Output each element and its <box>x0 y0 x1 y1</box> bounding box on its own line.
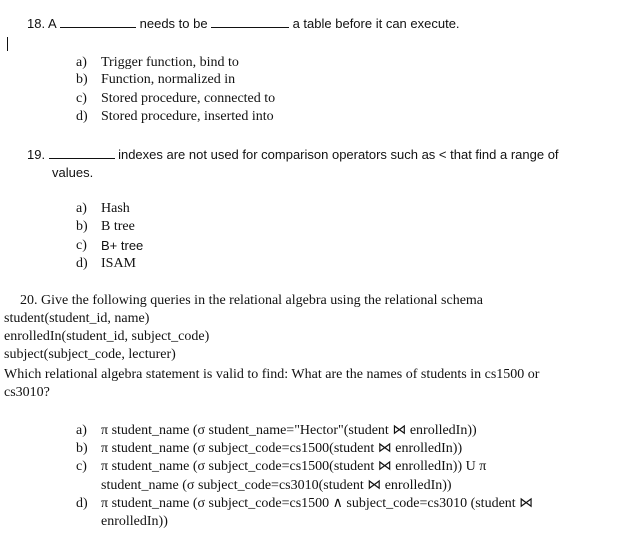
question-18 <box>27 16 460 33</box>
text-cursor <box>7 37 8 51</box>
q19-text: indexes are not used for comparison operators such as < that find a range of <box>118 147 559 162</box>
q18-number: 18. A <box>27 16 57 31</box>
option-text: Stored procedure, connected to <box>101 91 276 106</box>
option-text: Trigger function, bind to <box>101 55 239 70</box>
option-letter: b) <box>76 219 88 234</box>
question-19 <box>27 147 559 164</box>
schema-student: student(student_id, name) <box>4 311 150 326</box>
option-text-line-1: π student_name (σ subject_code=cs1500 ∧ subject_code=cs3010 (student ⋈ <box>101 496 534 511</box>
schema-enrolledin: enrolledIn(student_id, subject_code) <box>4 329 210 344</box>
option-text: Hash <box>101 201 130 216</box>
option-letter: a) <box>76 423 87 438</box>
option-letter: d) <box>76 109 88 124</box>
q19-blank <box>49 147 115 159</box>
option-text: B tree <box>101 219 135 234</box>
q18-blank-2 <box>211 16 289 28</box>
option-text: π student_name (σ student_name="Hector"(student ⋈ enrolledIn)) <box>101 423 477 438</box>
q20-question-line-1: Which relational algebra statement is valid to find: What are the names of students in cs1500 or <box>4 367 540 382</box>
option-text: B+ tree <box>101 238 144 253</box>
option-text-line-1: π student_name (σ subject_code=cs1500(student ⋈ enrolledIn)) U π <box>101 459 487 474</box>
option-letter: c) <box>76 459 87 474</box>
option-text: Function, normalized in <box>101 72 236 87</box>
option-letter: a) <box>76 55 87 70</box>
option-letter: d) <box>76 496 88 511</box>
q18-middle: needs to be <box>139 16 208 31</box>
option-text-line-2: student_name (σ subject_code=cs3010(student ⋈ enrolledIn)) <box>101 478 452 493</box>
option-letter: a) <box>76 201 87 216</box>
option-text: π student_name (σ subject_code=cs1500(student ⋈ enrolledIn)) <box>101 441 463 456</box>
option-text-line-2: enrolledIn)) <box>101 514 168 529</box>
option-letter: b) <box>76 72 88 87</box>
q18-end: a table before it can execute. <box>292 16 460 31</box>
q20-intro: 20. Give the following queries in the relational algebra using the relational schema <box>20 293 484 308</box>
schema-subject: subject(subject_code, lecturer) <box>4 347 176 362</box>
option-text: Stored procedure, inserted into <box>101 109 274 124</box>
q19-text-cont-label: values. <box>52 165 94 180</box>
q18-blank-1 <box>60 16 136 28</box>
q20-question-line-2: cs3010? <box>4 385 50 400</box>
q19-number: 19. <box>27 147 46 162</box>
option-letter: d) <box>76 256 88 271</box>
option-letter: c) <box>76 91 87 106</box>
option-letter: b) <box>76 441 88 456</box>
q19-text-cont <box>52 165 93 182</box>
option-text: ISAM <box>101 256 137 271</box>
option-letter: c) <box>76 238 87 253</box>
